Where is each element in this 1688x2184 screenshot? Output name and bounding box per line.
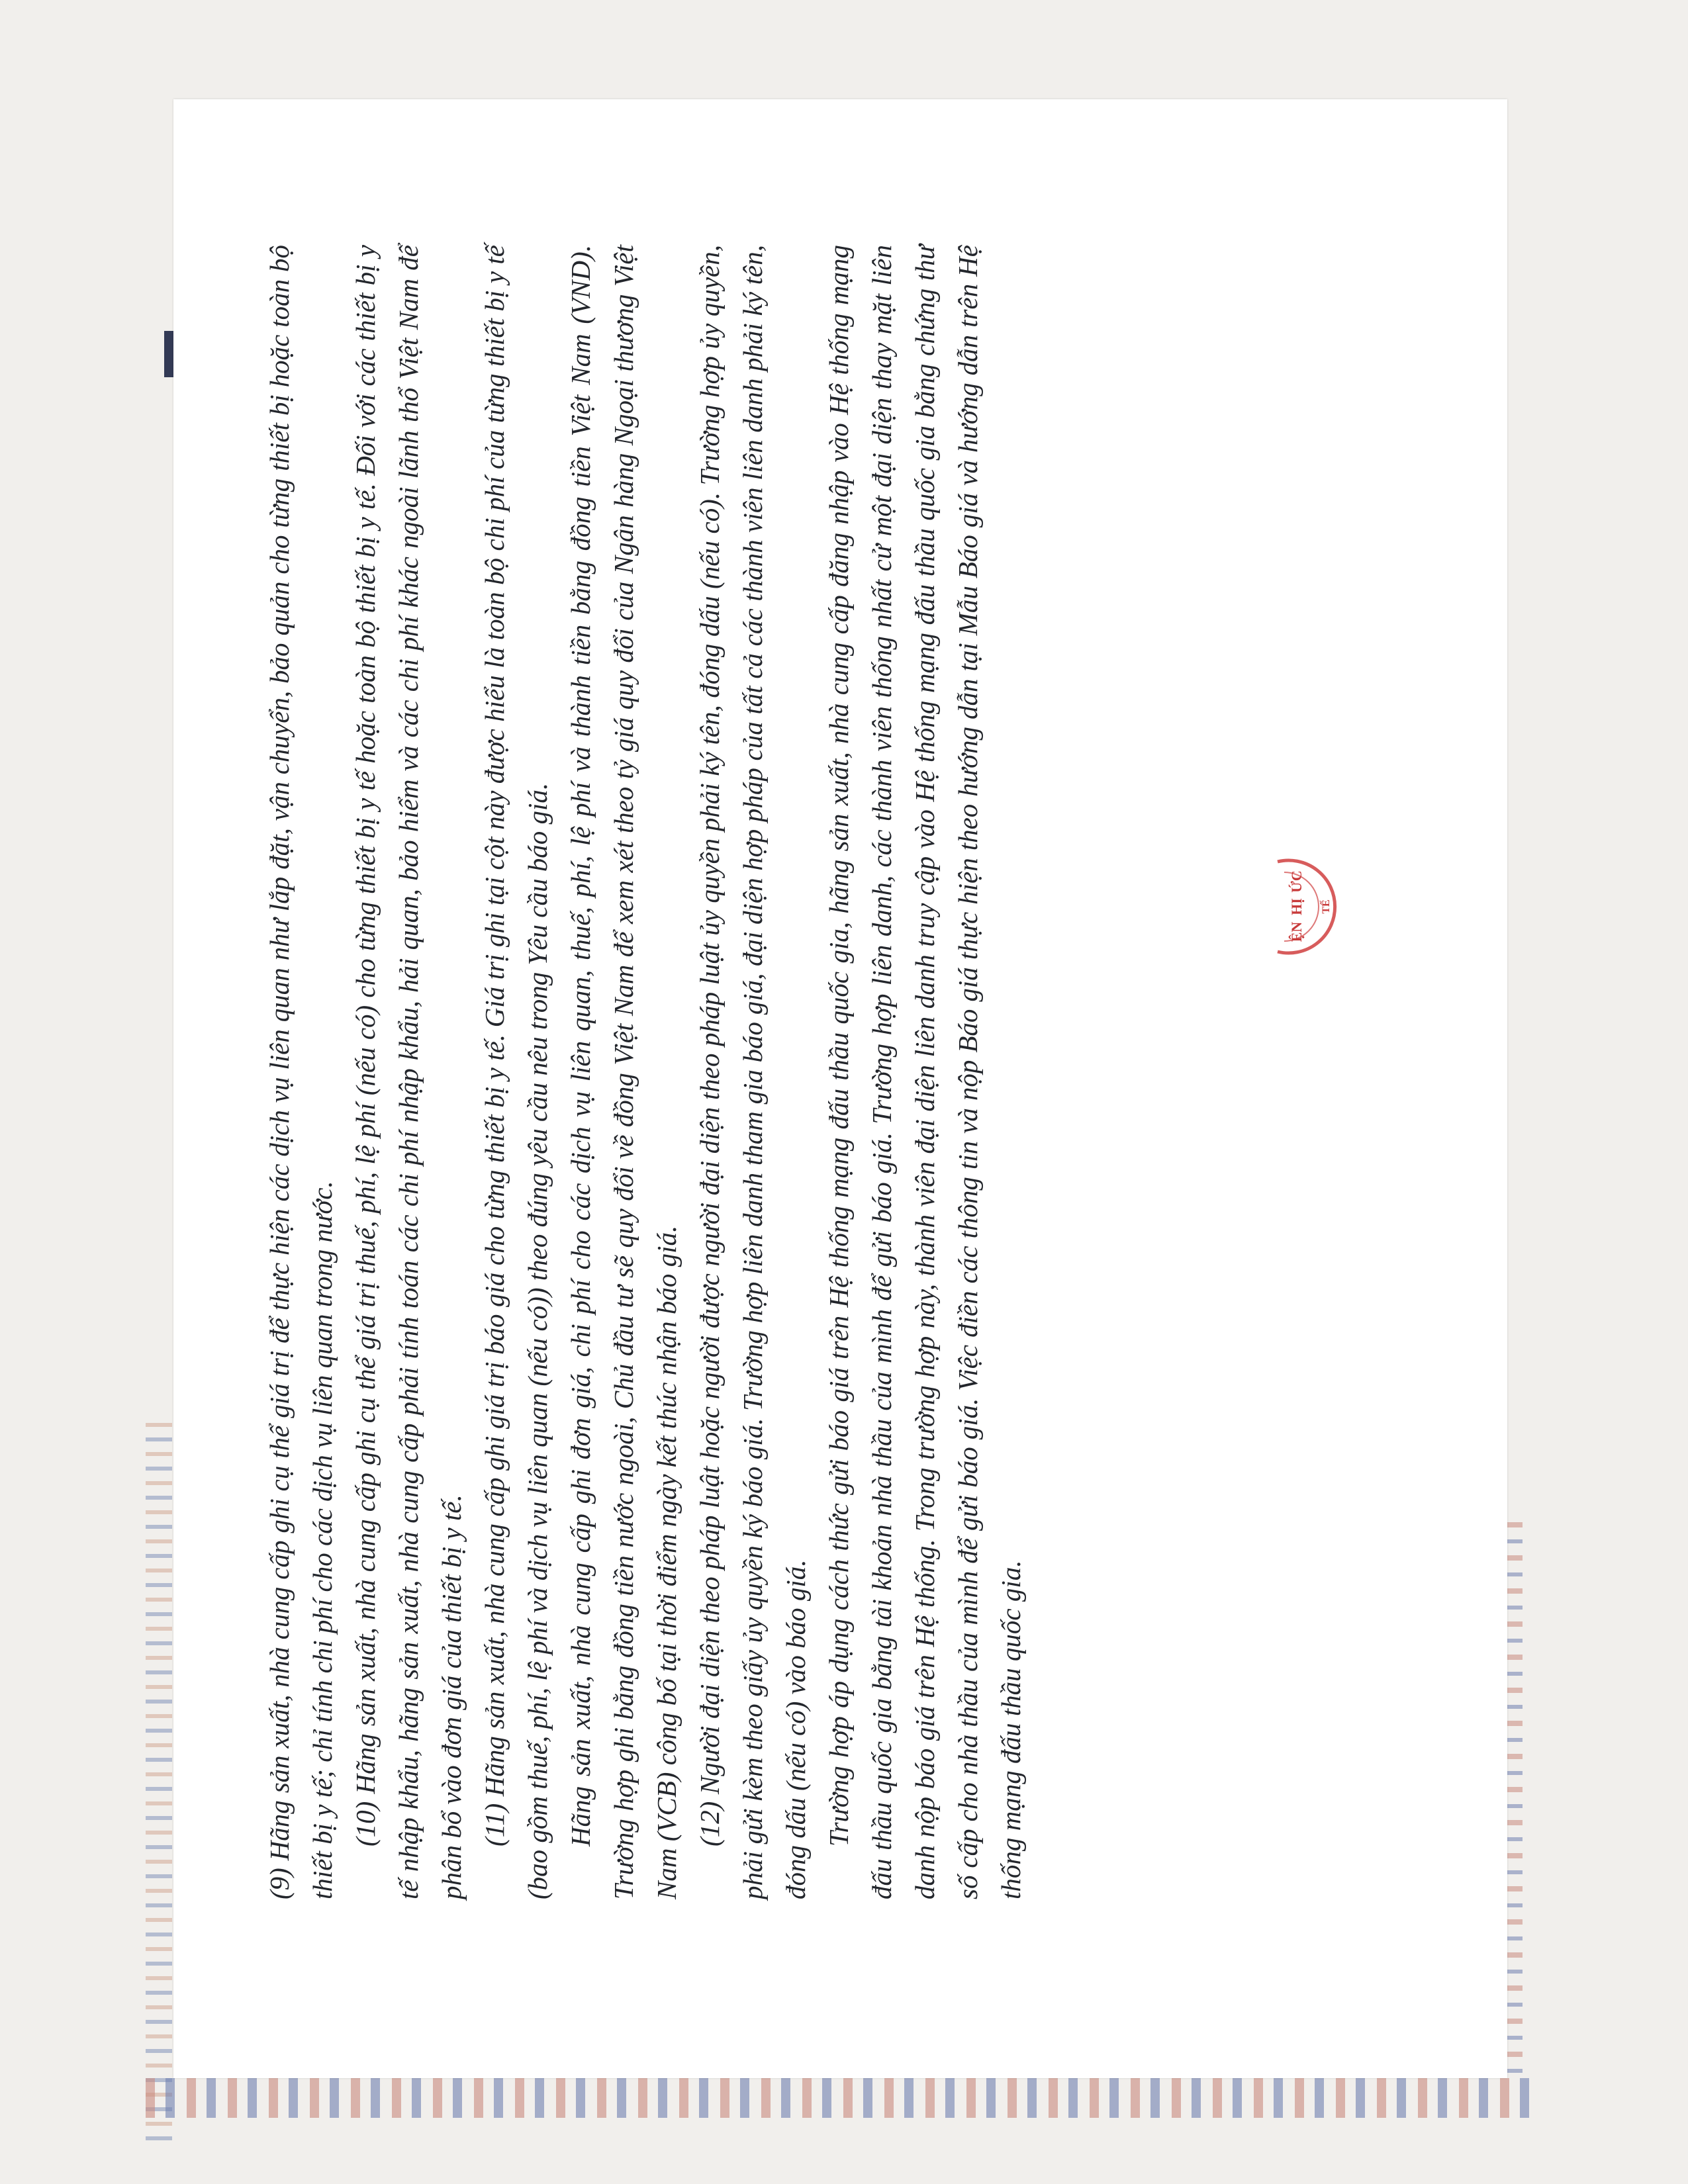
paragraph-e-bidding: Trường hợp áp dụng cách thức gửi báo giá trên Hệ thống mạng đấu thầu quốc gia, hãng sản xuất, nhà cung cấp đăng nhập vào Hệ thống mạng đấu thầu quốc gia bằng tài khoản nhà thầu của mình để gửi báo giá. Trường hợp liên danh, các thành viên thống nhất cử một đại diện thay mặt liên danh nộp báo giá trên Hệ thống. Trong trường hợp này, thành viên đại diện liên danh truy cập vào Hệ thống mạng đấu thầu quốc gia bằng chứng thư số cấp cho nhà thầu của mình để gửi báo giá. Việc điền các thông tin và nộp Báo giá thực hiện theo hướng dẫn tại Mẫu Báo giá và hướng dẫn trên Hệ thống mạng đấu thầu quốc gia. xyxy=(823,245,1026,1899)
red-seal-stamp xyxy=(1251,854,1357,960)
paragraph-note-10: (10) Hãng sản xuất, nhà cung cấp ghi cụ thể giá trị thuế, phí, lệ phí (nếu có) cho từng thiết bị y tế hoặc toàn bộ thiết bị y tế. Đối với các thiết bị y tế nhập khẩu, hãng sản xuất, nhà cung cấp phải tính toán các chi phí nhập khẩu, hải quan, bảo hiểm và các chi phí khác ngoài lãnh thổ Việt Nam để phân bổ vào đơn giá của thiết bị y tế. xyxy=(350,245,467,1899)
paragraph-note-12: (12) Người đại diện theo pháp luật hoặc người được người đại diện theo pháp luật ủy quyền phải ký tên, đóng dấu (nếu có). Trường hợp ủy quyền, phải gửi kèm theo giấy ủy quyền ký báo giá. Trường hợp liên danh tham gia báo giá, đại diện hợp pháp của tất cả các thành viên liên danh phải ký tên, đóng dấu (nếu có) vào báo giá. xyxy=(694,245,811,1899)
svg-text:ỆN: ỆN xyxy=(1288,921,1305,942)
envelope-pattern-left xyxy=(146,1423,172,2151)
rotated-text-block xyxy=(258,245,1033,1899)
svg-text:ỨC: ỨC xyxy=(1288,870,1305,893)
envelope-pattern-bottom xyxy=(146,2078,1536,2118)
dark-corner-mark xyxy=(164,331,173,377)
paragraph-currency: Hãng sản xuất, nhà cung cấp ghi đơn giá, chi phí cho các dịch vụ liên quan, thuế, phí, lệ phí và thành tiền bằng đồng tiền Việt Nam (VND). Trường hợp ghi bằng đồng tiền nước ngoài, Chủ đầu tư sẽ quy đổi về đồng Việt Nam để xem xét theo tỷ giá quy đổi của Ngân hàng Ngoại thương Việt Nam (VCB) công bố tại thời điểm ngày kết thúc nhận báo giá. xyxy=(565,245,682,1899)
paragraph-note-11: (11) Hãng sản xuất, nhà cung cấp ghi giá trị báo giá cho từng thiết bị y tế. Giá trị ghi tại cột này được hiểu là toàn bộ chi phí của từng thiết bị y tế (bao gồm thuế, phí, lệ phí và dịch vụ liên quan (nếu có)) theo đúng yêu cầu nêu trong Yêu cầu báo giá. xyxy=(479,245,553,1899)
paragraph-note-9: (9) Hãng sản xuất, nhà cung cấp ghi cụ thể giá trị để thực hiện các dịch vụ liên quan như lắp đặt, vận chuyển, bảo quản cho từng thiết bị hoặc toàn bộ thiết bị y tế; chỉ tính chi phí cho các dịch vụ liên quan trong nước. xyxy=(264,245,338,1899)
svg-text:TẾ: TẾ xyxy=(1321,899,1332,914)
svg-text:HỊ: HỊ xyxy=(1288,898,1305,915)
